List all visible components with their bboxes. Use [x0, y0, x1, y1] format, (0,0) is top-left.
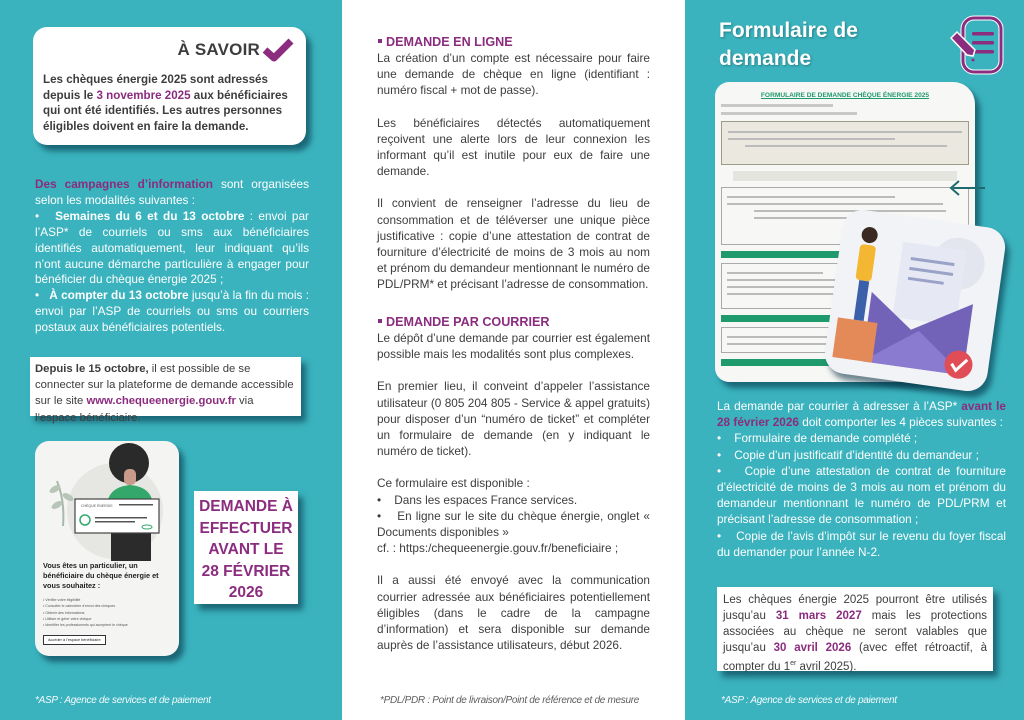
form-title-line-1: Formulaire de — [719, 19, 858, 42]
mail-req-item: • Copie de l’avis d’impôt sur le revenu du foyer fiscal du demander pour l’année N-2. — [717, 528, 1006, 559]
right-panel — [685, 0, 1024, 720]
validity-text-4: avril 2025). — [796, 660, 857, 673]
right-footnote: *ASP : Agence de services et de paiement — [721, 695, 897, 706]
mail-request-heading — [377, 314, 650, 330]
form-edit-icon — [945, 14, 1007, 78]
bullet-square-icon — [378, 319, 382, 323]
validity-card — [717, 587, 993, 671]
online-p1: La création d’un compte est nécessaire pour faire une demande de chèque en ligne (identifiant : numéro fiscal + mot de passe). — [377, 51, 650, 98]
mail-req-item: • Copie d’une attestation de contrat de fourniture d’électricité de moins de 3 mois au nom et prénom du demandeur mentionnant le numéro de PDL/PRM et précisant l’adresse de consommation ; — [717, 463, 1006, 527]
validity-text-1: Les chèques énergie 2025 pourront être utilisés jusqu’au — [723, 594, 987, 622]
promo-heading: Vous êtes un particulier, un bénéficiaire du chèque énergie et vous souhaitez : — [43, 561, 159, 590]
woman-holding-cheque-illustration — [35, 441, 179, 561]
mail-req-item: • Formulaire de demande complété ; — [717, 431, 918, 446]
validity-text-3: (avec effet rétroactif, à compter du 1 — [723, 642, 987, 673]
form-preview-title: FORMULAIRE DE DEMANDE CHÈQUE ÉNERGIE 2025 — [760, 92, 930, 99]
left-panel — [0, 0, 342, 720]
mail-req-deadline: avant le 28 février 2026 — [717, 399, 1006, 430]
validity-text-2: mais les protections associées au chèque ne seront valables que jusqu’au — [723, 610, 987, 654]
a-savoir-date: 3 novembre 2025 — [96, 88, 191, 102]
form-title-line-2: demande — [719, 47, 812, 70]
depuis-after: via l’espace bénéficiaire. — [35, 395, 254, 424]
arrow-left-icon — [947, 178, 987, 198]
promo-list — [35, 591, 179, 628]
mail-req-item-4: Copie de l’avis d’impôt sur le revenu du foyer fiscal du demander pour l’année N-2. — [717, 528, 1006, 559]
website-link[interactable]: www.chequeenergie.gouv.fr — [86, 395, 236, 408]
mail-p3-cf-link[interactable]: cf. : https:/chequeenergie.gouv.fr/beneficiaire ; — [377, 541, 619, 556]
deadline-card — [194, 491, 298, 604]
deadline-line: 2026 — [228, 584, 264, 601]
middle-footnote: *PDL/PDR : Point de livraison/Point de référence et de mesure — [380, 695, 640, 706]
depuis-card — [30, 357, 301, 424]
campaign-lead-rest: sont organisées selon les modalités suivantes : — [35, 177, 309, 207]
mail-requirements — [717, 398, 1006, 560]
validity-date-1: 31 mars 2027 — [775, 610, 862, 622]
mail-req-item-1: Formulaire de demande complété ; — [734, 431, 918, 446]
a-savoir-text-1: Les chèques énergie 2025 sont adressés depuis le — [43, 73, 268, 102]
bullet-square-icon — [378, 39, 382, 43]
mail-p3-item: • Dans les espaces France services. — [377, 492, 578, 507]
online-p3: Il convient de renseigner l’adresse du lieu de consommation et de téléverser une unique pièce justificative : copie d’une attestation de contrat de fourniture d’électricité de moins de 3 mois au nom et prénom du demandeur mentionnant le numéro de PDL/PRM* et précisant l’adresse de consommation. — [377, 196, 650, 292]
promo-list-item: • Utiliser et gérer votre chèque — [43, 616, 171, 622]
campaign-item-1-bold: Semaines du 6 et du 13 octobre — [55, 208, 245, 223]
campaign-item-1: • Semaines du 6 et du 13 octobre : envoi par l’ASP* de courriels ou sms aux bénéficiaires identifiés automatiquement, leur indiquant qu’ils n’ont aucune démarche particulière à engager pour bénéficier du chèque énergie 2025 ; — [35, 208, 309, 287]
promo-list-item: • Obtenir des informations — [43, 610, 171, 616]
deadline-line: AVANT LE — [208, 541, 284, 558]
depuis-text: il est possible de se connecter sur la plateforme de demande accessible sur le site — [35, 363, 294, 408]
mail-req-item-2: Copie d’un justificatif d’identité du demandeur ; — [734, 447, 979, 462]
form-preview-notice — [721, 121, 969, 165]
middle-panel — [342, 0, 685, 720]
online-p2: Les bénéficiaires détectés automatiquement reçoivent une alerte lors de leur connexion les informant qu’il est inutile pour eux de faire une demande. — [377, 115, 650, 179]
access-beneficiary-space-button[interactable]: Accéder à l’espace bénéficiaire — [43, 635, 106, 645]
validity-date-2: 30 avril 2026 — [773, 642, 852, 654]
promo-list-item: • Identifier les professionnels qui acceptent le chèque — [43, 622, 171, 628]
mail-req-item-3: Copie d’une attestation de contrat de fourniture d’électricité de moins de 3 mois au nom et prénom du demandeur mentionnant le numéro de PDL/PRM et précisant l’adresse de consommation ; — [717, 463, 1006, 527]
mail-p3-item-2: En ligne sur le site du chèque énergie, onglet « Documents disponibles » — [377, 508, 650, 540]
deadline-line: EFFECTUER — [199, 519, 293, 537]
a-savoir-text — [43, 72, 296, 134]
envelope-illustration — [822, 207, 1007, 393]
mail-request-section — [377, 314, 650, 669]
left-footnote: *ASP : Agence de services et de paiement — [35, 695, 211, 706]
campaign-item-2: • À compter du 13 octobre jusqu’à la fin du mois : envoi par l’ASP de courriels ou sms ou courriers postaux aux bénéficiaires potentiels. — [35, 288, 310, 335]
illustration-art — [35, 441, 179, 561]
deadline-line: DEMANDE À — [199, 498, 293, 515]
mail-p3-item-1: Dans les espaces France services. — [394, 492, 578, 507]
campaign-item-2-text: jusqu’à la fin du mois : envoi par l’ASP de courriels ou sms ou courriers postaux aux bénéficiaires potentiels. — [35, 288, 310, 335]
mail-p4: Il a aussi été envoyé avec la communication courrier adressée aux bénéficiaires potentiellement éligibles (dans le cadre de la campagne d’information) et sera disponible sur demande auprès de l’assistance utilisateurs, début 2026. — [377, 573, 650, 653]
a-savoir-title — [43, 35, 296, 65]
validity-sup: er — [790, 660, 797, 667]
mail-req-item: • Copie d’un justificatif d’identité du demandeur ; — [717, 447, 979, 462]
campaign-item-2-bold: À compter du 13 octobre — [49, 288, 189, 303]
online-heading-text: DEMANDE EN LIGNE — [386, 35, 513, 49]
mail-req-text-after: doit comporter les 4 pièces suivantes : — [799, 415, 1003, 430]
mail-p3-intro: Ce formulaire est disponible : — [377, 476, 530, 491]
depuis-bold: Depuis le 15 octobre, — [35, 363, 149, 375]
checkmark-icon — [262, 38, 294, 62]
mail-p2: En premier lieu, il conveint d’appeler l’assistance utilisateur (0 805 204 805 - Service & appel gratuits) pour disposer d’un “numéro de ticket” et compléter un formulaire de demande (en y indiquant le numéro de ticket). — [377, 379, 650, 459]
envelope-art — [822, 207, 1007, 393]
mail-heading-text: DEMANDE PAR COURRIER — [386, 315, 550, 329]
a-savoir-card — [33, 27, 306, 145]
a-savoir-text-2: aux bénéficiaires qui ont été identifiés. Les autres personnes éligibles doivent en faire la demande. — [43, 88, 288, 133]
campaign-lead: Des campagnes d’information — [35, 177, 213, 191]
campaign-info — [35, 177, 309, 336]
mail-p3-item: • En ligne sur le site du chèque énergie, onglet « Documents disponibles » — [377, 508, 650, 540]
campaign-item-1-text: : envoi par l’ASP* de courriels ou sms aux bénéficiaires identifiés automatiquement, leur indiquant qu’ils n’ont aucune démarche particulière à engager pour bénéficier du chèque énergie 2025 ; — [35, 208, 309, 287]
a-savoir-title-text: À SAVOIR — [177, 40, 260, 59]
mail-req-text: La demande par courrier à adresser à l’ASP* — [717, 399, 962, 413]
form-section-title — [719, 17, 858, 73]
promo-list-item: • Vérifier votre éligibilité — [43, 597, 171, 603]
mail-p1: Le dépôt d’une demande par courrier est également possible mais les modalités sont plus complexes. — [377, 331, 650, 362]
beneficiary-promo-card — [35, 441, 179, 656]
online-request-section — [377, 34, 650, 309]
online-request-heading — [377, 34, 650, 50]
deadline-line: 28 FÉVRIER — [201, 562, 291, 580]
cheque-label: CHÈQUE ÉNERGIE — [81, 504, 113, 508]
promo-list-item: • Consulter le calendrier d’envoi des chèques — [43, 603, 171, 609]
